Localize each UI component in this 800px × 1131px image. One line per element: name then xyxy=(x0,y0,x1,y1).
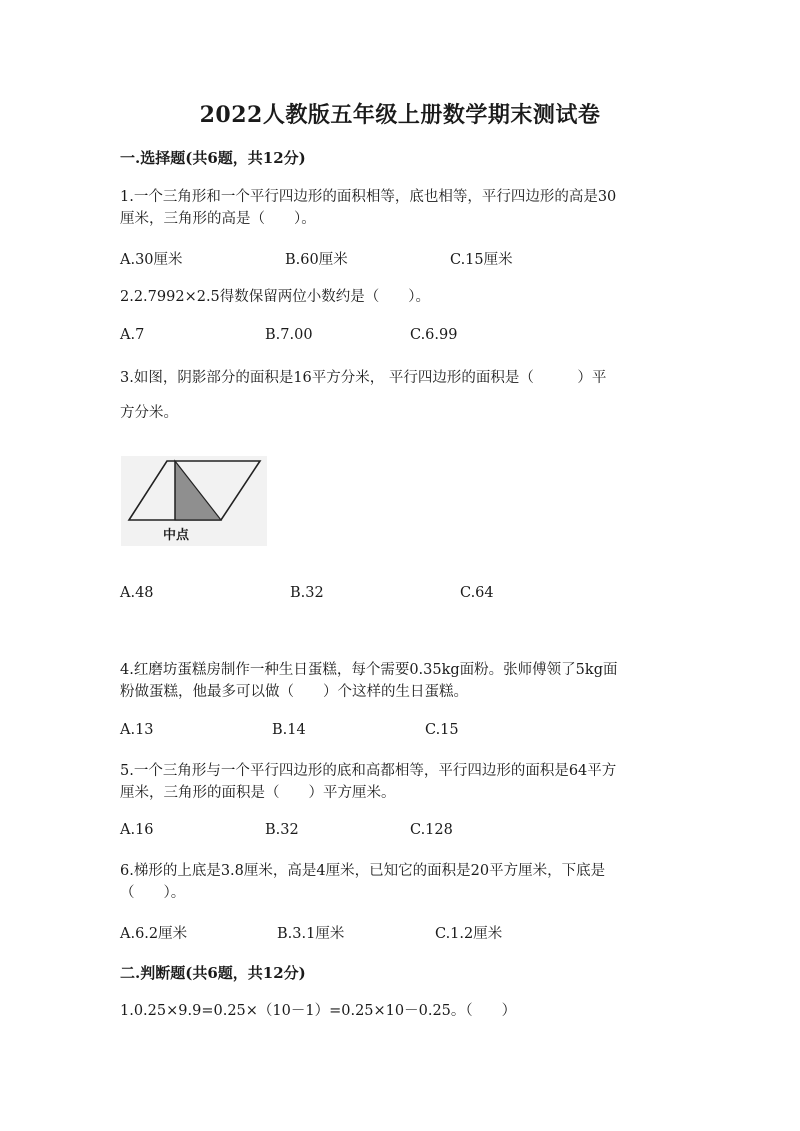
question-3-line-1: 3.如图，阴影部分的面积是16平方分米， 平行四边形的面积是（ ）平 xyxy=(120,370,607,386)
question-6-line-1: 6.梯形的上底是3.8厘米，高是4厘米，已知它的面积是20平方厘米，下底是 xyxy=(120,863,606,879)
question-4-line-2: 粉做蛋糕，他最多可以做（ ）个这样的生日蛋糕。 xyxy=(120,684,468,700)
question-1-option-c: C.15厘米 xyxy=(450,252,513,268)
question-5-line-2: 厘米，三角形的面积是（ ）平方厘米。 xyxy=(120,785,396,801)
question-2-option-a: A.7 xyxy=(120,327,145,343)
question-5-option-a: A.16 xyxy=(120,822,154,838)
question-3-line-2: 方分米。 xyxy=(120,405,178,421)
question-1-line-2: 厘米，三角形的高是（ ）。 xyxy=(120,211,316,227)
question-3-option-b: B.32 xyxy=(290,585,324,601)
question-6-line-2: （ ）。 xyxy=(120,885,186,901)
question-5-line-1: 5.一个三角形与一个平行四边形的底和高都相等，平行四边形的面积是64平方 xyxy=(120,763,617,779)
parallelogram-figure xyxy=(121,456,267,546)
question-4-option-a: A.13 xyxy=(120,722,154,738)
shaded-triangle xyxy=(175,461,221,520)
question-4-option-c: C.15 xyxy=(425,722,459,738)
question-2-option-c: C.6.99 xyxy=(410,327,458,343)
question-1-option-b: B.60厘米 xyxy=(285,252,348,268)
section-heading-choice: 一.选择题(共6题，共12分) xyxy=(120,149,306,167)
question-6-option-a: A.6.2厘米 xyxy=(120,926,188,942)
question-5-option-b: B.32 xyxy=(265,822,299,838)
judgement-1-line-1: 1.0.25×9.9=0.25×（10－1）=0.25×10－0.25。（ ） xyxy=(120,1003,517,1019)
midpoint-label: 中点 xyxy=(163,528,190,543)
page-title: 2022人教版五年级上册数学期末测试卷 xyxy=(199,102,601,128)
question-1-option-a: A.30厘米 xyxy=(120,252,183,268)
question-5-option-c: C.128 xyxy=(410,822,453,838)
question-6-option-c: C.1.2厘米 xyxy=(435,926,503,942)
question-1-line-1: 1.一个三角形和一个平行四边形的面积相等，底也相等，平行四边形的高是30 xyxy=(120,189,617,205)
question-2-line-1: 2.2.7992×2.5得数保留两位小数约是（ ）。 xyxy=(120,289,431,305)
section-heading-judgement: 二.判断题(共6题，共12分) xyxy=(120,964,306,982)
parallelogram-diagram xyxy=(121,456,267,546)
question-4-option-b: B.14 xyxy=(272,722,306,738)
question-3-option-c: C.64 xyxy=(460,585,494,601)
question-3-option-a: A.48 xyxy=(120,585,154,601)
question-2-option-b: B.7.00 xyxy=(265,327,313,343)
left-edge xyxy=(129,461,167,520)
question-4-line-1: 4.红磨坊蛋糕房制作一种生日蛋糕，每个需要0.35kg面粉。张师傅领了5kg面 xyxy=(120,662,618,678)
question-6-option-b: B.3.1厘米 xyxy=(277,926,345,942)
